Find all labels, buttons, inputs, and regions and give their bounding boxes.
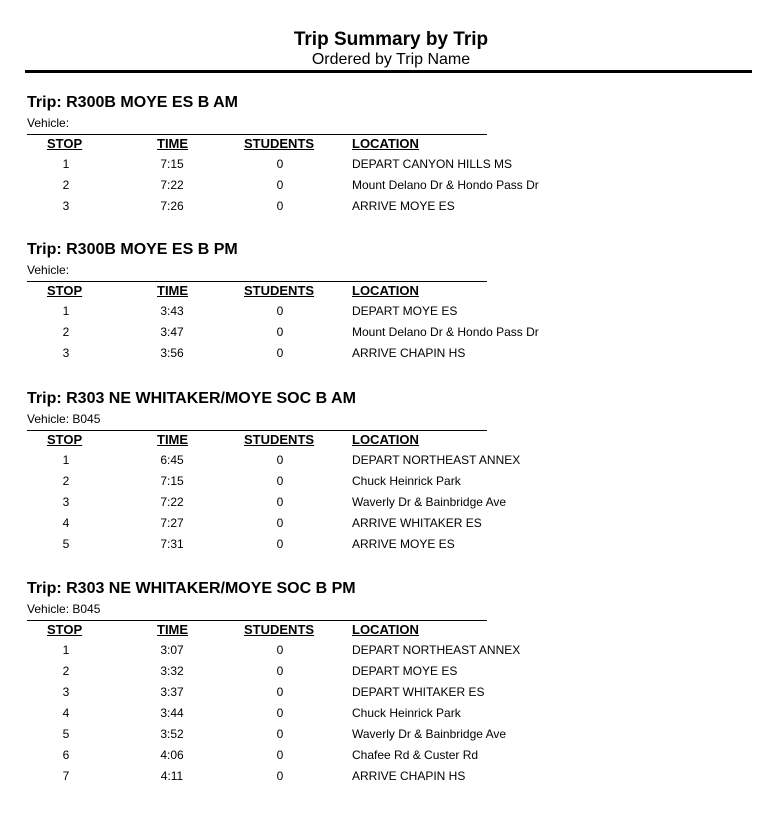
stop-location: Waverly Dr & Bainbridge Ave <box>352 727 507 741</box>
student-count: 0 <box>276 199 284 213</box>
stop-number: 6 <box>62 748 70 762</box>
stop-number: 4 <box>62 706 70 720</box>
table-row <box>0 177 782 198</box>
column-header-time: TIME <box>157 136 189 151</box>
student-count: 0 <box>276 304 284 318</box>
student-count: 0 <box>276 643 284 657</box>
column-header-location: LOCATION <box>352 283 419 298</box>
trip-divider <box>27 281 487 282</box>
stop-time: 3:52 <box>160 727 184 741</box>
table-row <box>0 705 782 726</box>
stop-location: Chuck Heinrick Park <box>352 474 461 488</box>
column-header-stop: STOP <box>47 622 83 637</box>
vehicle-label: Vehicle: B045 <box>27 412 101 426</box>
stop-location: DEPART CANYON HILLS MS <box>352 157 513 171</box>
stop-time: 3:43 <box>160 304 184 318</box>
stop-number: 3 <box>62 685 70 699</box>
column-header-stop: STOP <box>47 432 83 447</box>
stop-time: 7:26 <box>160 199 184 213</box>
stop-time: 7:27 <box>160 516 184 530</box>
stop-location: DEPART WHITAKER ES <box>352 685 485 699</box>
stop-location: Chuck Heinrick Park <box>352 706 461 720</box>
stop-location: Chafee Rd & Custer Rd <box>352 748 479 762</box>
table-row <box>0 747 782 768</box>
table-row <box>0 726 782 747</box>
stop-time: 7:15 <box>160 157 184 171</box>
table-row <box>0 768 782 789</box>
vehicle-label: Vehicle: <box>27 116 70 130</box>
stop-location: Mount Delano Dr & Hondo Pass Dr <box>352 325 539 339</box>
table-row <box>0 684 782 705</box>
column-header-location: LOCATION <box>352 136 419 151</box>
column-header-time: TIME <box>157 432 189 447</box>
table-row <box>0 324 782 345</box>
student-count: 0 <box>276 664 284 678</box>
stop-location: DEPART MOYE ES <box>352 664 458 678</box>
stop-time: 3:44 <box>160 706 184 720</box>
table-row <box>0 494 782 515</box>
stop-time: 7:31 <box>160 537 184 551</box>
stop-number: 2 <box>62 474 70 488</box>
table-row <box>0 452 782 473</box>
stop-number: 1 <box>62 453 70 467</box>
header-divider <box>25 70 752 73</box>
student-count: 0 <box>276 516 284 530</box>
stop-number: 2 <box>62 664 70 678</box>
stop-number: 5 <box>62 537 70 551</box>
vehicle-label: Vehicle: <box>27 263 70 277</box>
stop-location: ARRIVE MOYE ES <box>352 537 455 551</box>
student-count: 0 <box>276 537 284 551</box>
trip-divider <box>27 430 487 431</box>
stop-time: 7:22 <box>160 495 184 509</box>
stop-time: 3:47 <box>160 325 184 339</box>
table-row <box>0 536 782 557</box>
stop-location: DEPART NORTHEAST ANNEX <box>352 643 521 657</box>
stop-location: ARRIVE CHAPIN HS <box>352 346 466 360</box>
stop-time: 4:06 <box>160 748 184 762</box>
stop-number: 7 <box>62 769 70 783</box>
trip-divider <box>27 620 487 621</box>
student-count: 0 <box>276 474 284 488</box>
student-count: 0 <box>276 453 284 467</box>
stop-time: 3:37 <box>160 685 184 699</box>
stop-time: 3:07 <box>160 643 184 657</box>
report-subtitle: Ordered by Trip Name <box>311 51 471 68</box>
column-header-location: LOCATION <box>352 432 419 447</box>
stop-time: 3:56 <box>160 346 184 360</box>
stop-number: 5 <box>62 727 70 741</box>
stop-location: DEPART MOYE ES <box>352 304 458 318</box>
column-header-location: LOCATION <box>352 622 419 637</box>
stop-number: 3 <box>62 199 70 213</box>
table-row <box>0 663 782 684</box>
table-row <box>0 515 782 536</box>
column-header-students: STUDENTS <box>244 136 315 151</box>
stop-location: ARRIVE WHITAKER ES <box>352 516 482 530</box>
table-row <box>0 642 782 663</box>
student-count: 0 <box>276 157 284 171</box>
student-count: 0 <box>276 769 284 783</box>
stop-location: Mount Delano Dr & Hondo Pass Dr <box>352 178 539 192</box>
stop-number: 1 <box>62 643 70 657</box>
stop-location: Waverly Dr & Bainbridge Ave <box>352 495 507 509</box>
stop-number: 2 <box>62 178 70 192</box>
stop-location: DEPART NORTHEAST ANNEX <box>352 453 521 467</box>
trip-title: Trip: R300B MOYE ES B PM <box>27 241 238 258</box>
column-header-students: STUDENTS <box>244 432 315 447</box>
column-header-students: STUDENTS <box>244 283 315 298</box>
stop-time: 3:32 <box>160 664 184 678</box>
column-header-time: TIME <box>157 283 189 298</box>
stop-time: 7:22 <box>160 178 184 192</box>
student-count: 0 <box>276 748 284 762</box>
stop-time: 4:11 <box>160 769 184 783</box>
student-count: 0 <box>276 685 284 699</box>
table-row <box>0 303 782 324</box>
stop-location: ARRIVE MOYE ES <box>352 199 455 213</box>
stop-number: 4 <box>62 516 70 530</box>
trip-title: Trip: R303 NE WHITAKER/MOYE SOC B PM <box>27 580 356 597</box>
table-row <box>0 473 782 494</box>
column-header-stop: STOP <box>47 136 83 151</box>
stop-time: 7:15 <box>160 474 184 488</box>
stop-number: 2 <box>62 325 70 339</box>
table-row <box>0 345 782 366</box>
stop-time: 6:45 <box>160 453 184 467</box>
trip-title: Trip: R300B MOYE ES B AM <box>27 94 238 111</box>
vehicle-label: Vehicle: B045 <box>27 602 101 616</box>
stop-number: 3 <box>62 346 70 360</box>
stop-location: ARRIVE CHAPIN HS <box>352 769 466 783</box>
stop-number: 1 <box>62 304 70 318</box>
student-count: 0 <box>276 325 284 339</box>
student-count: 0 <box>276 346 284 360</box>
trip-divider <box>27 134 487 135</box>
report-title: Trip Summary by Trip <box>293 29 489 50</box>
student-count: 0 <box>276 495 284 509</box>
column-header-stop: STOP <box>47 283 83 298</box>
stop-number: 1 <box>62 157 70 171</box>
table-row <box>0 198 782 219</box>
column-header-time: TIME <box>157 622 189 637</box>
stop-number: 3 <box>62 495 70 509</box>
student-count: 0 <box>276 727 284 741</box>
trip-title: Trip: R303 NE WHITAKER/MOYE SOC B AM <box>27 390 356 407</box>
student-count: 0 <box>276 706 284 720</box>
table-row <box>0 156 782 177</box>
column-header-students: STUDENTS <box>244 622 315 637</box>
student-count: 0 <box>276 178 284 192</box>
